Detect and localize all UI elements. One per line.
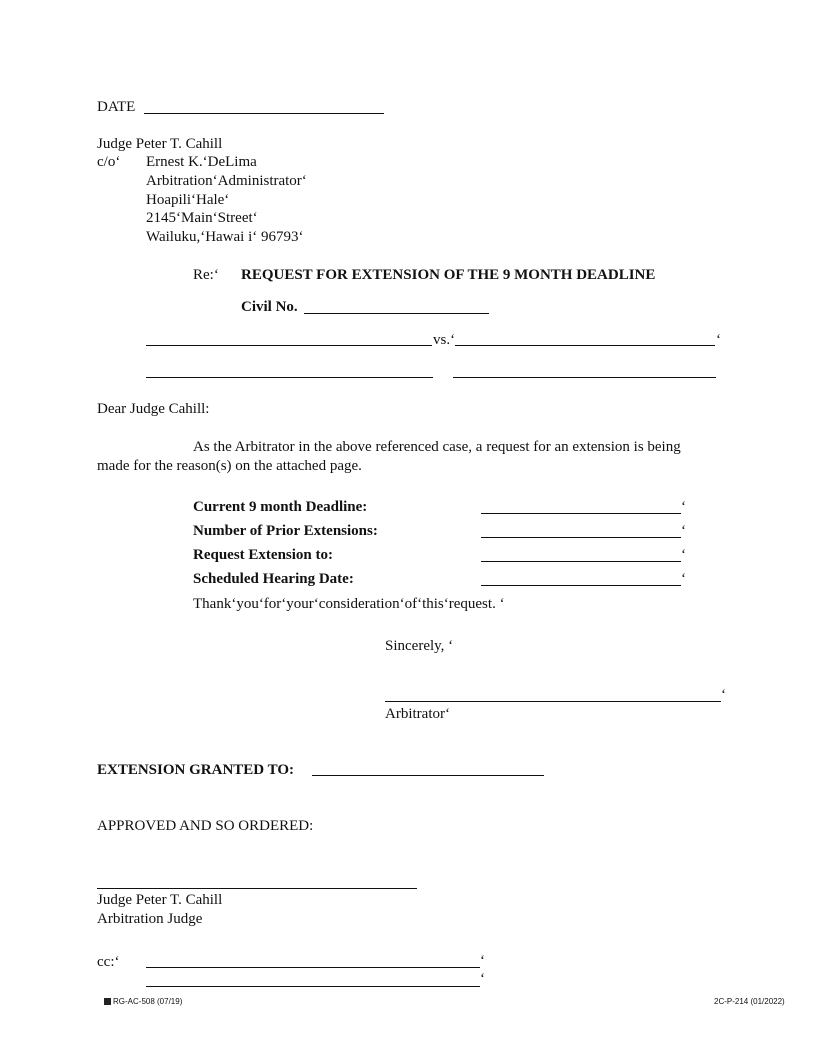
trail-mark: ‘	[716, 332, 721, 348]
addressee-line: Wailuku,‘Hawai i‘ 96793‘	[146, 229, 304, 245]
trail-mark: ‘	[681, 499, 686, 515]
footer-left	[104, 997, 182, 1007]
cc-field-2[interactable]	[146, 986, 480, 987]
footer-right: 2C-P-214 (01/2022)	[714, 997, 785, 1006]
addressee-line: Ernest K.‘DeLima	[146, 154, 257, 170]
current-deadline-field[interactable]	[481, 513, 681, 514]
trail-mark: ‘	[681, 571, 686, 587]
approved-label: APPROVED AND SO ORDERED:	[97, 818, 314, 834]
re-label: Re:‘	[193, 267, 219, 283]
trail-mark: ‘	[721, 687, 726, 703]
arbitrator-signature-field[interactable]	[385, 701, 721, 702]
trail-mark: ‘	[681, 547, 686, 563]
request-extension-field[interactable]	[481, 561, 681, 562]
judge-signature-field[interactable]	[97, 888, 417, 889]
field-label: Request Extension to:	[193, 547, 334, 563]
cc-label: cc:‘	[97, 954, 120, 970]
extension-granted-field[interactable]	[312, 775, 544, 776]
civil-no-label: Civil No.	[241, 299, 298, 315]
field-label: Scheduled Hearing Date:	[193, 571, 354, 587]
date-label: DATE	[97, 99, 136, 115]
cc-field-1[interactable]	[146, 967, 480, 968]
extension-granted-label: EXTENSION GRANTED TO:	[97, 762, 294, 778]
thank-you: Thank‘you‘for‘your‘consideration‘of‘this‘request. ‘	[193, 596, 505, 612]
defendant-field[interactable]	[455, 345, 715, 346]
plaintiff-field[interactable]	[146, 345, 432, 346]
date-field[interactable]	[144, 113, 384, 114]
addressee-line: Hoapili‘Hale‘	[146, 192, 230, 208]
field-label: Current 9 month Deadline:	[193, 499, 368, 515]
addressee-line: 2145‘Main‘Street‘	[146, 210, 258, 226]
arbitrator-label: Arbitrator‘	[385, 706, 450, 722]
form-badge-icon	[104, 998, 111, 1005]
field-label: Number of Prior Extensions:	[193, 523, 378, 539]
addressee-line: Arbitration‘Administrator‘	[146, 173, 307, 189]
judge-sign-title: Arbitration Judge	[97, 911, 203, 927]
vs-label: vs.‘	[433, 332, 456, 348]
footer-left-text: RG-AC-508 (07/19)	[113, 997, 183, 1006]
co-label: c/o‘	[97, 154, 121, 170]
prior-extensions-field[interactable]	[481, 537, 681, 538]
trail-mark: ‘	[480, 971, 485, 987]
judge-sign-name: Judge Peter T. Cahill	[97, 892, 223, 908]
defendant-field-2[interactable]	[453, 377, 716, 378]
salutation: Dear Judge Cahill:	[97, 401, 210, 417]
trail-mark: ‘	[480, 953, 485, 969]
civil-no-field[interactable]	[304, 313, 489, 314]
body-line-1: As the Arbitrator in the above referenced case, a request for an extension is being	[193, 439, 681, 455]
trail-mark: ‘	[681, 523, 686, 539]
closing: Sincerely, ‘	[385, 638, 454, 654]
re-title: REQUEST FOR EXTENSION OF THE 9 MONTH DEADLINE	[241, 267, 656, 283]
hearing-date-field[interactable]	[481, 585, 681, 586]
addressee-judge: Judge Peter T. Cahill	[97, 136, 223, 152]
plaintiff-field-2[interactable]	[146, 377, 433, 378]
body-line-2: made for the reason(s) on the attached page.	[97, 458, 362, 474]
